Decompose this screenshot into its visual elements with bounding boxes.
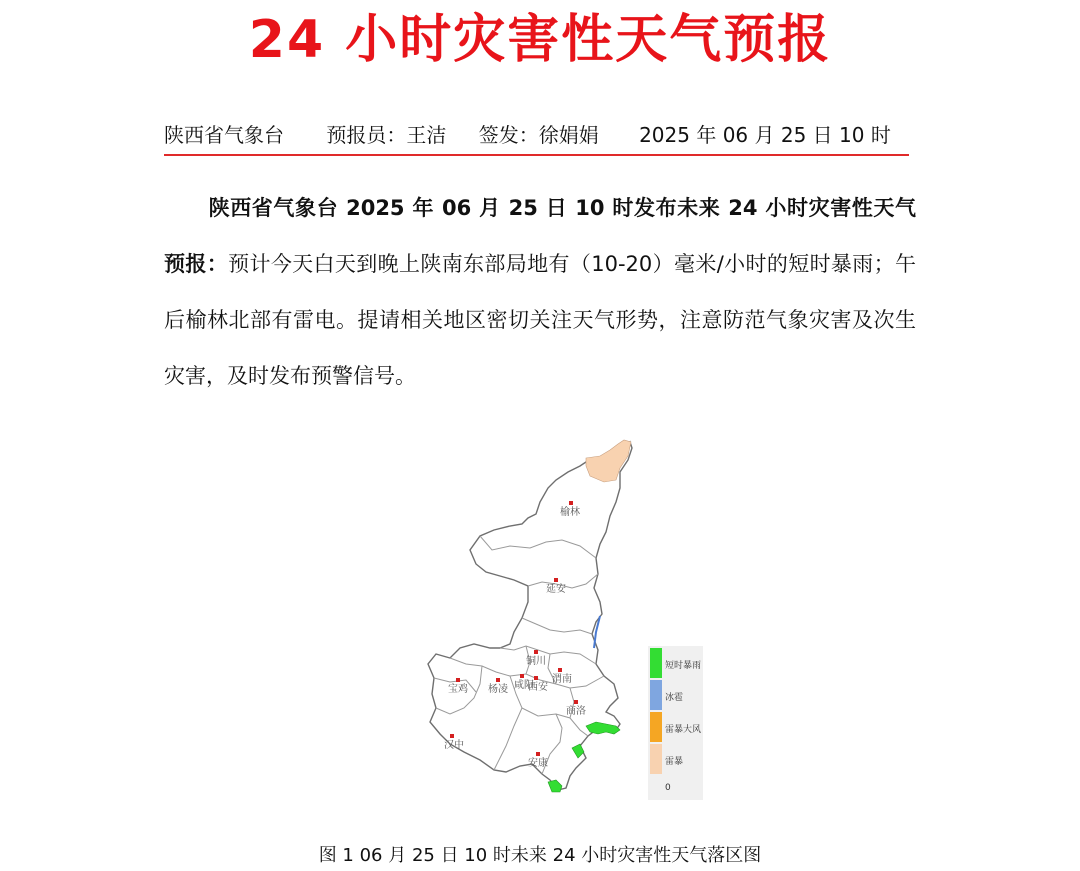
legend-swatch-hail [650,680,662,710]
figure-caption: 图 1 06 月 25 日 10 时未来 24 小时灾害性天气落区图 [318,845,762,866]
legend-item-hail [648,680,703,710]
city-label-baoji: 宝鸡 [448,684,468,695]
forecast-lead: 陕西省气象台 2025 年 06 月 25 日 10 时发布未来 24 小时灾害性天气预报： [164,196,916,276]
legend-item-thunder-gale [648,712,703,742]
forecaster: 预报员：王洁 [326,123,447,147]
city-label-shangluo: 商洛 [566,706,586,717]
city-label-ankang: 安康 [528,758,548,769]
thunder-zone-yulin [586,440,631,482]
city-label-tongchuan: 铜川 [526,656,546,667]
legend-label-thunder: 雷暴 [665,757,684,767]
legend-swatch-short-rainstorm [650,648,662,678]
legend-item-thunder [648,744,703,774]
forecast-meta [164,118,909,156]
legend-item-short-rainstorm [648,648,703,678]
province-outline [428,442,632,790]
legend-label-thunder-gale: 雷暴大风 [665,725,702,735]
city-label-yulin: 榆林 [560,507,580,518]
forecast-text: 预计今天白天到晚上陕南东部局地有（10-20）毫米/小时的短时暴雨；午后榆林北部有雷电。提请相关地区密切关注天气形势，注意防范气象灾害及次生灾害，及时发布预警信号。 [164,252,917,388]
map-legend [648,646,703,800]
legend-label-hail: 冰雹 [665,693,684,703]
city-label-yangling: 杨凌 [488,684,508,695]
city-label-hanzhong: 汉中 [444,740,464,751]
legend-swatch-thunder [650,744,662,774]
city-label-weinan: 渭南 [552,674,572,685]
issuer: 陕西省气象台 [164,123,284,147]
issue-datetime: 2025 年 06 月 25 日 10 时 [639,123,891,147]
page-title: 24 小时灾害性天气预报 [248,10,832,70]
city-label-xianyang: 咸阳 [514,680,534,691]
city-label-yanan: 延安 [546,584,566,595]
signer: 签发：徐娟娟 [478,123,599,147]
city-label-xian: 西安 [528,682,548,693]
legend-label-short-rainstorm: 短时暴雨 [665,661,702,671]
legend-swatch-thunder-gale [650,712,662,742]
legend-zero: 0 [665,783,671,793]
forecast-body [164,180,916,404]
